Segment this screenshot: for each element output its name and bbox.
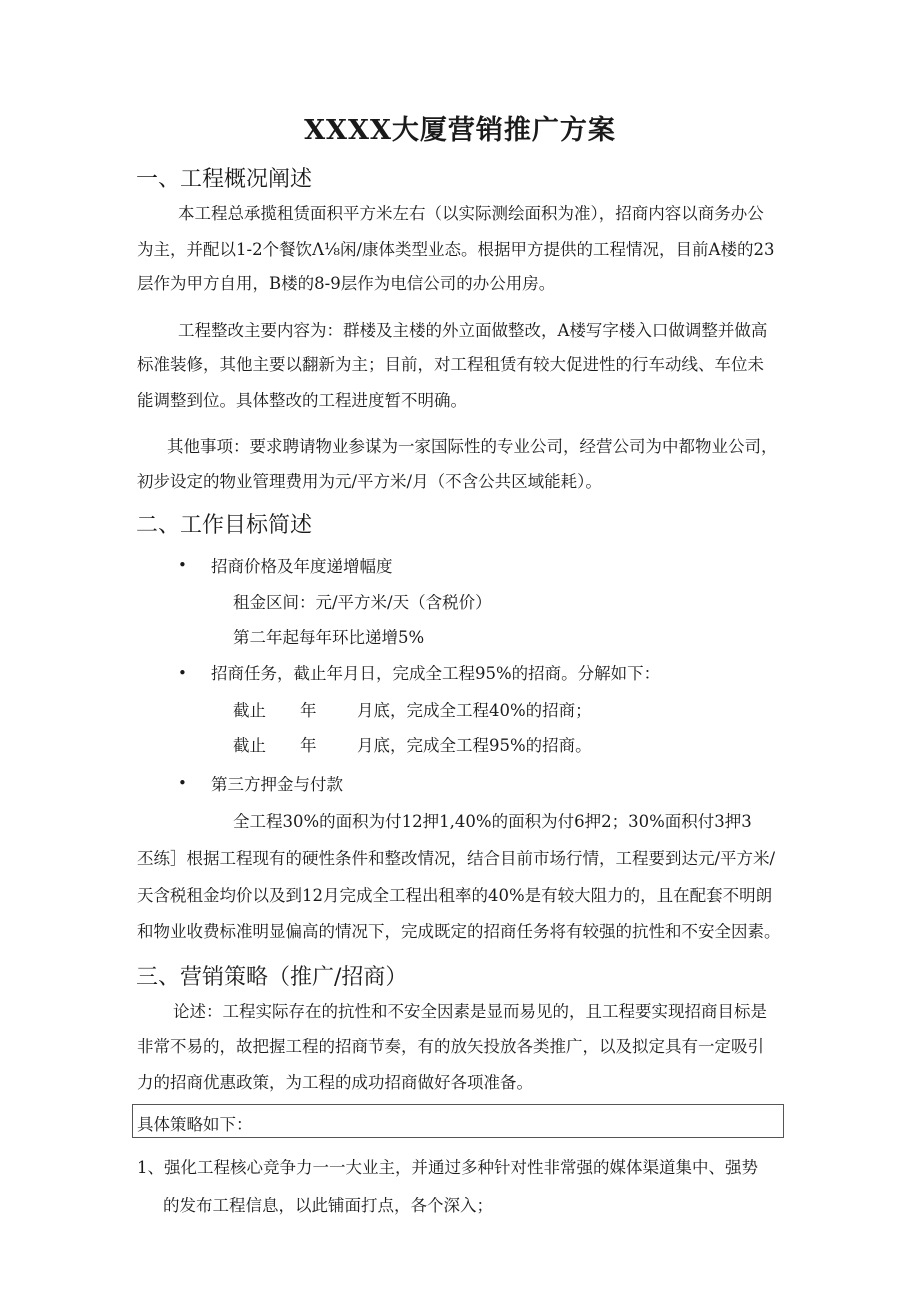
section1-heading: 一、工程概况阐述 <box>136 167 313 192</box>
section3-para1-line1: 论述：工程实际存在的抗性和不安全因素是显而易见的，且工程要实现招商目标是 <box>173 1002 767 1021</box>
deadline2-prefix: 截止 <box>233 736 266 755</box>
section2-item3-line2: 丕练］根据工程现有的硬性条件和整改情况，结合目前市场行情，工程要到达元/平方米/ <box>137 849 776 868</box>
section3-heading: 三、营销策略（推广/招商） <box>136 965 408 990</box>
section1-para2-line1: 工程整改主要内容为：群楼及主楼的外立面做整改，A楼写字楼入口做调整并做高 <box>178 321 768 340</box>
section2-item1: 招商价格及年度递增幅度 <box>211 557 393 576</box>
section2-heading: 二、工作目标简述 <box>136 513 313 538</box>
bullet-icon: • <box>178 774 187 792</box>
deadline1-prefix: 截止 <box>233 701 266 720</box>
section2-item1-line1: 租金区间：元/平方米/天（含税价） <box>233 593 492 612</box>
section1-para1-line2: 为主，并配以1-2个餐饮Λ⅛闲/康体类型业态。根据甲方提供的工程情况，目前A楼的23 <box>137 240 775 259</box>
section3-para1-line2: 非常不易的，故把握工程的招商节奏，有的放矢投放各类推广，以及拟定具有一定吸引 <box>137 1037 764 1056</box>
section2-item3-line1: 全工程30%的面积为付12押1,40%的面积为付6押2；30%面积付3押3 <box>233 812 752 831</box>
section1-para2-line3: 能调整到位。具体整改的工程进度暂不明确。 <box>137 391 467 410</box>
section1-para1-line3: 层作为甲方自用，B楼的8-9层作为电信公司的办公用房。 <box>137 274 556 293</box>
strategy1-line2: 的发布工程信息，以此铺面打点，各个深入； <box>163 1196 493 1215</box>
section1-para3-line2: 初步设定的物业管理费用为元/平方米/月（不含公共区域能耗）。 <box>137 472 602 491</box>
deadline1-year: 年 <box>300 701 317 720</box>
bullet-icon: • <box>178 664 187 682</box>
deadline2-text: 月底，完成全工程95%的招商。 <box>357 736 592 755</box>
strategy-box <box>132 1104 784 1138</box>
document-title: XXXX大厦营销推广方案 <box>304 115 616 146</box>
section2-item3: 第三方押金与付款 <box>211 775 343 794</box>
section2-item1-line2: 第二年起每年环比递增5% <box>233 628 425 647</box>
section2-item3-line4: 和物业收费标准明显偏高的情况下，完成既定的招商任务将有较强的抗性和不安全因素。 <box>137 922 781 941</box>
section2-item3-line3: 天含税租金均价以及到12月完成全工程出租率的40%是有较大阻力的，且在配套不明朗 <box>137 886 773 905</box>
section2-item2: 招商任务，截止年月日，完成全工程95%的招商。分解如下： <box>211 664 661 683</box>
section1-para2-line2: 标准装修，其他主要以翻新为主；目前，对工程租赁有较大促进性的行车动线、车位未 <box>137 355 764 374</box>
deadline1-text: 月底，完成全工程40%的招商； <box>357 701 592 720</box>
strategy-box-label: 具体策略如下： <box>137 1115 253 1134</box>
strategy1-line1: 1、强化工程核心竞争力一一大业主，并通过多种针对性非常强的媒体渠道集中、强势 <box>137 1158 758 1177</box>
deadline2-year: 年 <box>300 736 317 755</box>
bullet-icon: • <box>178 556 187 574</box>
section1-para1-line1: 本工程总承揽租赁面积平方米左右（以实际测绘面积为准），招商内容以商务办公 <box>178 204 764 223</box>
section1-para3-line1: 其他事项：要求聘请物业参谋为一家国际性的专业公司，经营公司为中都物业公司， <box>167 437 778 456</box>
section3-para1-line3: 力的招商优惠政策，为工程的成功招商做好各项准备。 <box>137 1073 533 1092</box>
